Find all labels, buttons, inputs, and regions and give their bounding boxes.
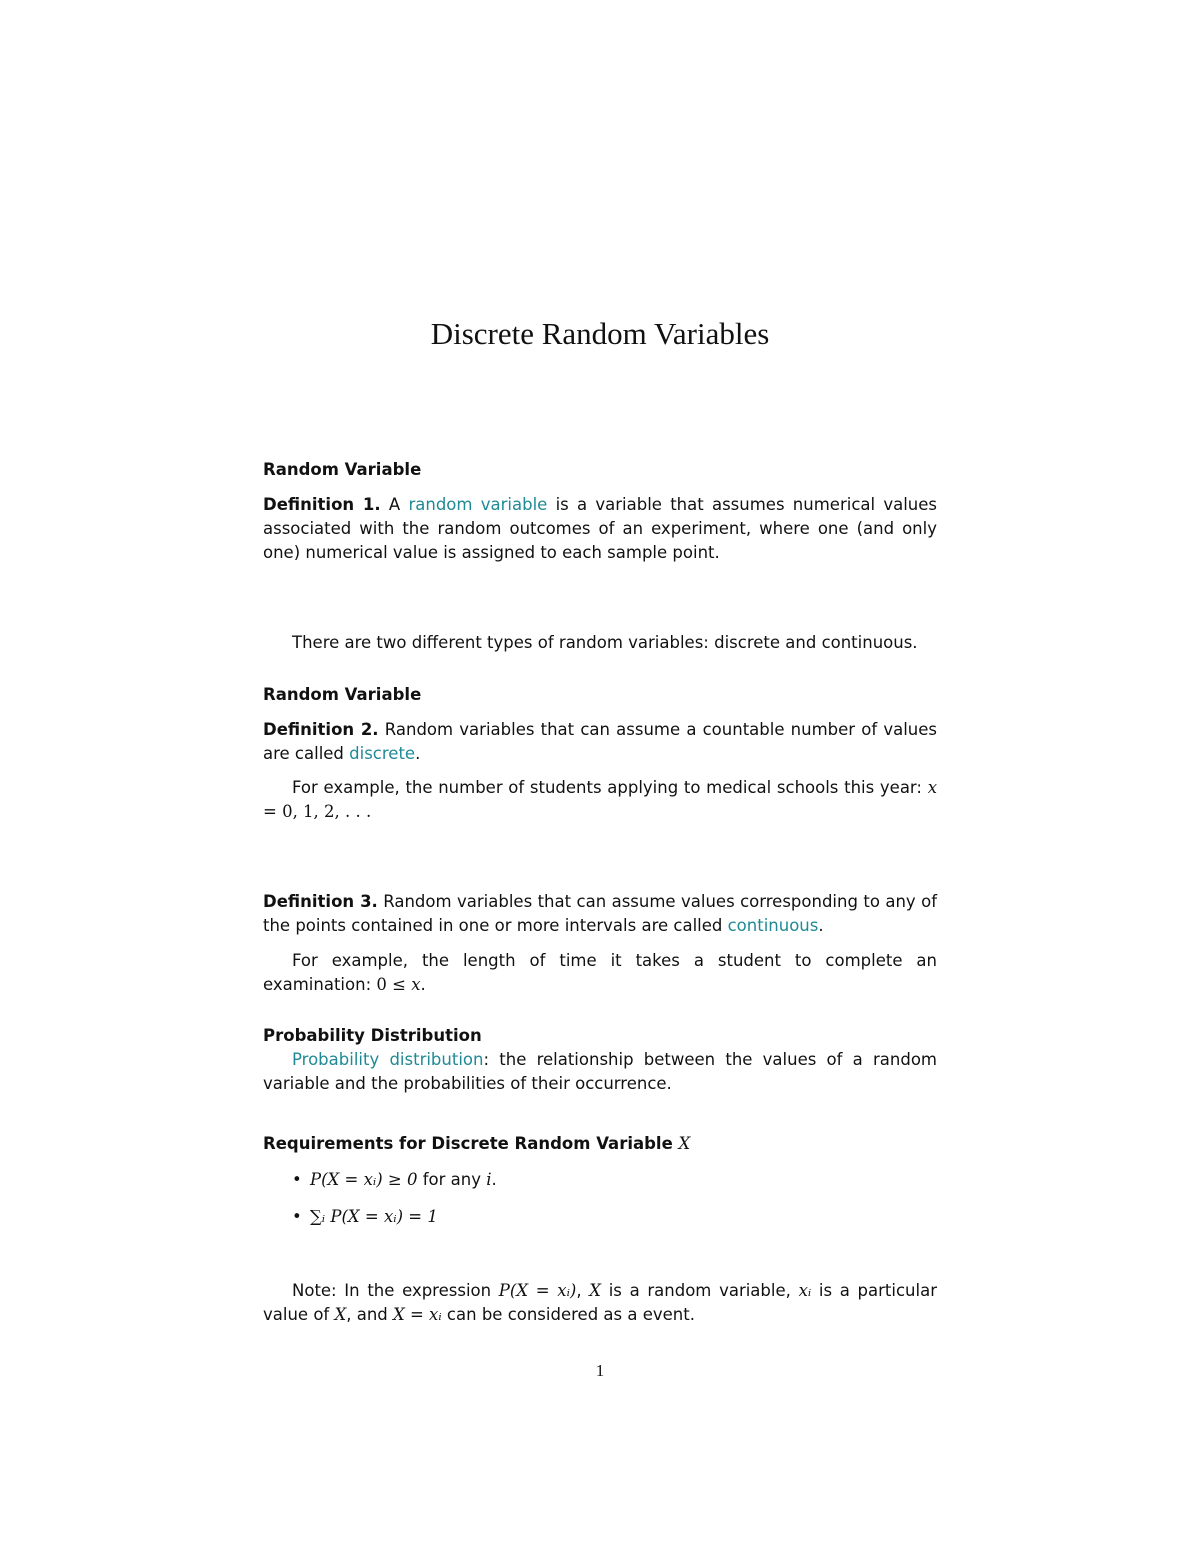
random-variable-link[interactable]: random variable — [408, 495, 548, 514]
probability-distribution-body: : the relationship between the values of a random variable and the probabilities of their occurrence. — [263, 1050, 938, 1093]
requirement-1-suffix: for any — [417, 1170, 487, 1189]
note-text-5: , and — [346, 1305, 393, 1324]
types-sentence: There are two different types of random variables: discrete and continuous. — [292, 633, 918, 652]
requirements-heading-var: X — [678, 1134, 691, 1153]
note-math-5: X = xᵢ — [393, 1305, 442, 1324]
definition-2-end: . — [415, 744, 421, 763]
requirements-heading-text: Requirements for Discrete Random Variable — [263, 1134, 673, 1153]
probability-distribution-link[interactable]: Probability distribution — [292, 1050, 484, 1069]
note-math-3: xᵢ — [798, 1281, 812, 1300]
continuous-link[interactable]: continuous — [727, 916, 819, 935]
example-3-var: x — [411, 975, 421, 994]
page-number: 1 — [595, 1361, 605, 1380]
example-2-var: x — [927, 778, 937, 797]
example-3-text: For example, the length of time it takes a student to complete an examination: — [263, 951, 937, 994]
definition-1-label: Definition 1. — [263, 495, 381, 514]
definition-3-label: Definition 3. — [263, 892, 378, 911]
section-heading-random-variable-2: Random Variable — [263, 685, 422, 704]
list-item — [263, 1168, 937, 1192]
requirement-2-expr: ∑ᵢ P(X = xᵢ) = 1 — [310, 1207, 438, 1226]
requirement-1-var: i — [486, 1170, 492, 1189]
note-text-6: can be considered as a event. — [441, 1305, 695, 1324]
definition-2-pre: Random variables that can assume a countable number of values are called — [263, 720, 938, 763]
definition-3-end: . — [818, 916, 824, 935]
list-item — [263, 1205, 937, 1229]
requirement-1-expr: P(X = xᵢ) ≥ 0 — [310, 1170, 418, 1189]
note-math-2: X — [589, 1281, 602, 1300]
note-text-1: Note: In the expression — [292, 1281, 499, 1300]
example-3-end: . — [420, 975, 426, 994]
definition-2-label: Definition 2. — [263, 720, 379, 739]
section-heading-requirements — [263, 1132, 937, 1156]
note-paragraph — [263, 1279, 937, 1327]
page-title: Discrete Random Variables — [430, 316, 770, 351]
note-math-4: X — [334, 1305, 347, 1324]
example-2-eq: = 0, 1, 2, . . . — [263, 802, 372, 821]
requirement-1-end: . — [491, 1170, 497, 1189]
definition-3 — [263, 890, 937, 938]
definition-2-example — [263, 776, 937, 824]
bullet-icon: • — [292, 1207, 302, 1226]
probability-distribution-text — [263, 1048, 937, 1096]
definition-1-body: is a variable that assumes numerical values associated with the random outcomes of an experiment, where one (and only one) numerical value is assigned to each sample point. — [263, 495, 938, 562]
definition-1 — [263, 493, 937, 565]
section-heading-probability-distribution: Probability Distribution — [263, 1026, 482, 1045]
section-heading-random-variable: Random Variable — [263, 460, 422, 479]
bullet-icon: • — [292, 1170, 302, 1189]
requirements-list — [263, 1168, 937, 1242]
example-2-text: For example, the number of students applying to medical schools this year: — [292, 778, 922, 797]
definition-2 — [263, 718, 937, 766]
note-math-1: P(X = xᵢ) — [498, 1281, 577, 1300]
note-text-3: is a random variable, — [601, 1281, 799, 1300]
definition-1-pre: A — [388, 495, 401, 514]
definition-3-pre: Random variables that can assume values corresponding to any of the points contained in one or more intervals are called — [263, 892, 938, 935]
note-text-4: is a particular value of — [263, 1281, 937, 1324]
discrete-link[interactable]: discrete — [349, 744, 416, 763]
example-3-math: 0 ≤ — [376, 975, 412, 994]
definition-3-example — [263, 949, 937, 997]
note-text-2: , — [576, 1281, 590, 1300]
